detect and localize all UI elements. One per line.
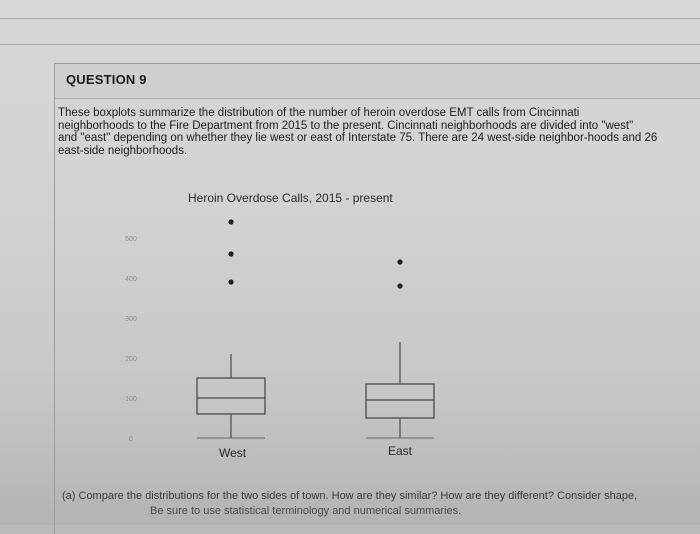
y-tick-label: 100 — [125, 396, 137, 403]
question-title: QUESTION 9 — [66, 72, 147, 87]
box-iqr — [197, 378, 265, 414]
question-line: east-side neighborhoods. — [58, 144, 188, 157]
outlier-point — [397, 259, 402, 264]
outlier-point — [228, 251, 233, 256]
question-line: neighborhoods to the Fire Department from 2015 to the present. Cincinnati neighborhoods are divided into "west" — [58, 119, 634, 132]
outlier-point — [397, 283, 402, 288]
y-tick-label: 400 — [125, 276, 137, 283]
part-a-question-continued: Be sure to use statistical terminology and numerical summaries. — [150, 505, 462, 517]
question-line: These boxplots summarize the distribution of the number of heroin overdose EMT calls from Cincinnati — [58, 107, 580, 119]
question-line: and "east" depending on whether they lie west or east of Interstate 75. There are 24 west-side neighbor-hoods and 26 — [58, 132, 658, 144]
chart-title: Heroin Overdose Calls, 2015 - present — [188, 191, 393, 205]
y-tick-label: 500 — [125, 236, 137, 243]
y-tick-label: 300 — [125, 316, 137, 323]
part-a-question: (a) Compare the distributions for the two sides of town. How are they similar? How are they different? Consider shape, — [62, 490, 638, 502]
y-tick-label: 200 — [125, 356, 137, 363]
category-label-east: East — [388, 444, 413, 458]
y-tick-label: 0 — [129, 436, 133, 443]
outlier-point — [228, 279, 233, 284]
category-label-west: West — [219, 446, 247, 460]
box-iqr — [366, 384, 434, 418]
outlier-point — [228, 219, 233, 224]
